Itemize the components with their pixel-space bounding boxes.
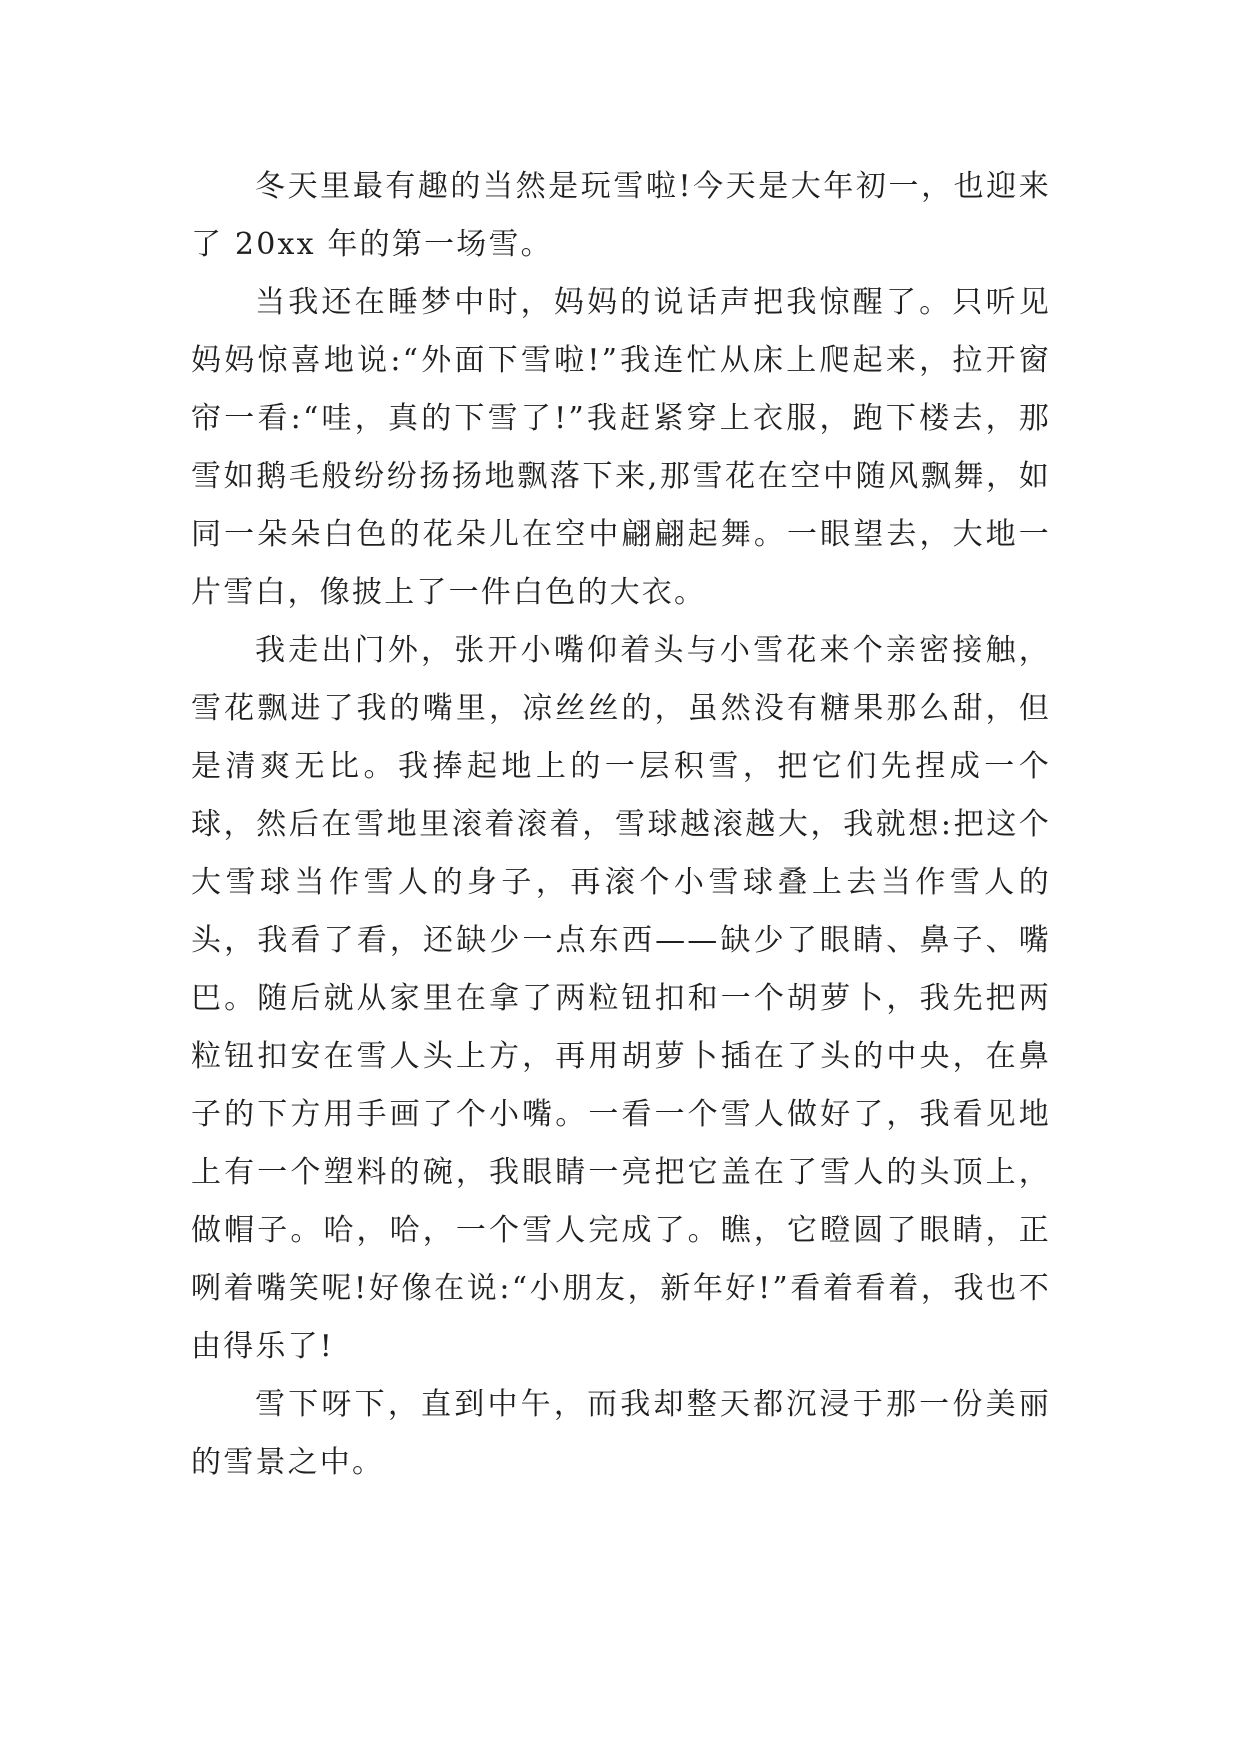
- document-body: [191, 158, 1051, 1492]
- paragraph-3: 我走出门外，张开小嘴仰着头与小雪花来个亲密接触，雪花飘进了我的嘴里，凉丝丝的，虽然没有糖果那么甜，但是清爽无比。我捧起地上的一层积雪，把它们先捏成一个球，然后在雪地里滚着滚着，雪球越滚越大，我就想:把这个大雪球当作雪人的身子，再滚个小雪球叠上去当作雪人的头，我看了看，还缺少一点东西——缺少了眼睛、鼻子、嘴巴。随后就从家里在拿了两粒钮扣和一个胡萝卜，我先把两粒钮扣安在雪人头上方，再用胡萝卜插在了头的中央，在鼻子的下方用手画了个小嘴。一看一个雪人做好了，我看见地上有一个塑料的碗，我眼睛一亮把它盖在了雪人的头顶上，做帽子。哈，哈，一个雪人完成了。瞧，它瞪圆了眼睛，正咧着嘴笑呢!好像在说:“小朋友，新年好!”看着看着，我也不由得乐了!: [191, 633, 1051, 1364]
- paragraph-4: 雪下呀下，直到中午，而我却整天都沉浸于那一份美丽的雪景之中。: [191, 1387, 1051, 1480]
- paragraph-2: 当我还在睡梦中时，妈妈的说话声把我惊醒了。只听见妈妈惊喜地说:“外面下雪啦!”我连忙从床上爬起来，拉开窗帘一看:“哇，真的下雪了!”我赶紧穿上衣服，跑下楼去，那雪如鹅毛般纷纷扬扬地飘落下来,那雪花在空中随风飘舞，如同一朵朵白色的花朵儿在空中翩翩起舞。一眼望去，大地一片雪白，像披上了一件白色的大衣。: [191, 285, 1051, 610]
- paragraph-1: 冬天里最有趣的当然是玩雪啦!今天是大年初一，也迎来了 20xx 年的第一场雪。: [191, 169, 1051, 262]
